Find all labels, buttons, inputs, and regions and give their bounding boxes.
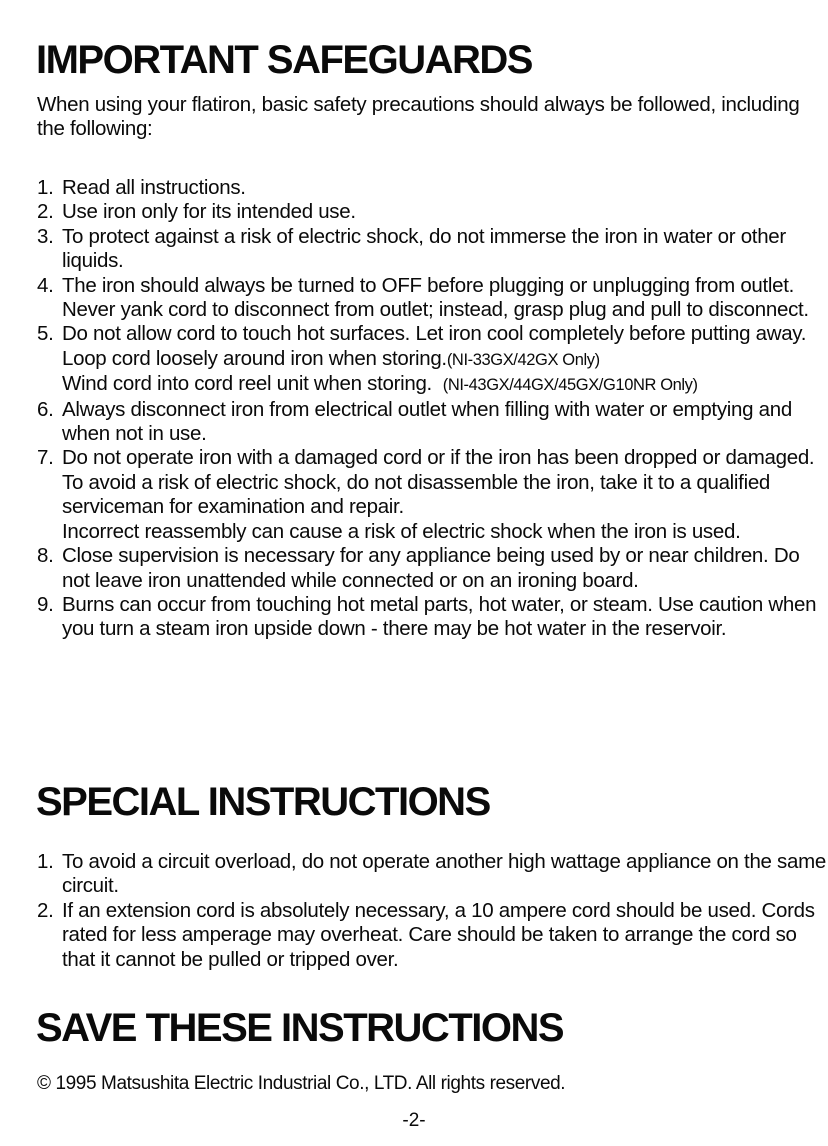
list-item bbox=[37, 544, 827, 593]
safeguards-intro: When using your flatiron, basic safety precautions should always be followed, including the following: bbox=[37, 93, 800, 140]
item-number: 9. bbox=[37, 592, 54, 616]
item-number: 3. bbox=[37, 224, 54, 248]
list-item bbox=[37, 176, 827, 200]
list-item bbox=[37, 398, 827, 447]
model-note: (NI-33GX/42GX Only) bbox=[446, 350, 600, 369]
item-text: If an extension cord is absolutely necessary, a 10 ampere cord should be used. Cords rated for less amperage may overheat. Care should be taken to arrange the cord so that it cannot be pulled or tripped over. bbox=[62, 898, 815, 971]
item-text: Do not allow cord to touch hot surfaces. Let iron cool completely before putting away. bbox=[62, 322, 807, 346]
item-text: Read all instructions. bbox=[62, 176, 246, 199]
item-text: Do not operate iron with a damaged cord or if the iron has been dropped or damaged. To avoid a risk of electric shock, do not disassemble the iron, take it to a qualified serviceman for examination and repair. bbox=[62, 446, 815, 519]
item-number: 2. bbox=[37, 200, 54, 224]
item-number: 5. bbox=[37, 322, 54, 346]
item-text: The iron should always be turned to OFF before plugging or unplugging from outlet. Never yank cord to disconnect from outlet; instead, grasp plug and pull to disconnect. bbox=[62, 273, 809, 322]
list-item bbox=[37, 274, 827, 323]
safeguards-heading: IMPORTANT SAFEGUARDS bbox=[36, 38, 532, 82]
item-number: 8. bbox=[37, 544, 54, 568]
sub-text: Loop cord loosely around iron when storing. bbox=[62, 346, 447, 370]
list-item bbox=[37, 322, 827, 397]
item-subline bbox=[62, 372, 827, 397]
item-text: To avoid a circuit overload, do not operate another high wattage appliance on the same circuit. bbox=[62, 850, 826, 898]
special-list bbox=[37, 850, 827, 972]
item-number: 6. bbox=[37, 397, 54, 421]
item-text: Burns can occur from touching hot metal parts, hot water, or steam. Use caution when you turn a steam iron upside down - there may be hot water in the reservoir. bbox=[62, 592, 817, 641]
list-item bbox=[37, 850, 827, 899]
item-number: 4. bbox=[37, 273, 54, 297]
item-text: To protect against a risk of electric shock, do not immerse the iron in water or other liquids. bbox=[62, 224, 786, 273]
sub-text: Wind cord into cord reel unit when storing. bbox=[62, 372, 432, 396]
page-number: -2- bbox=[402, 1110, 426, 1131]
item-text: Use iron only for its intended use. bbox=[62, 200, 356, 224]
list-item bbox=[37, 446, 827, 544]
list-item bbox=[37, 593, 827, 642]
item-number: 7. bbox=[37, 446, 54, 470]
special-heading: SPECIAL INSTRUCTIONS bbox=[36, 780, 490, 824]
safeguards-list bbox=[37, 176, 827, 642]
copyright-notice: © 1995 Matsushita Electric Industrial Co., LTD. All rights reserved. bbox=[37, 1073, 566, 1094]
list-item bbox=[37, 899, 827, 972]
item-text: Always disconnect iron from electrical outlet when filling with water or emptying and when not in use. bbox=[62, 397, 792, 446]
item-number: 1. bbox=[37, 850, 54, 873]
list-item bbox=[37, 225, 827, 274]
item-number: 2. bbox=[37, 898, 54, 922]
item-subline: Incorrect reassembly can cause a risk of electric shock when the iron is used. bbox=[62, 519, 741, 543]
item-number: 1. bbox=[37, 176, 54, 199]
item-text: Close supervision is necessary for any appliance being used by or near children. Do not leave iron unattended while connected or on an ironing board. bbox=[62, 544, 800, 592]
list-item bbox=[37, 200, 827, 224]
save-heading: SAVE THESE INSTRUCTIONS bbox=[36, 1006, 564, 1050]
model-note: (NI-43GX/44GX/45GX/G10NR Only) bbox=[442, 376, 698, 395]
item-subline bbox=[62, 347, 827, 372]
